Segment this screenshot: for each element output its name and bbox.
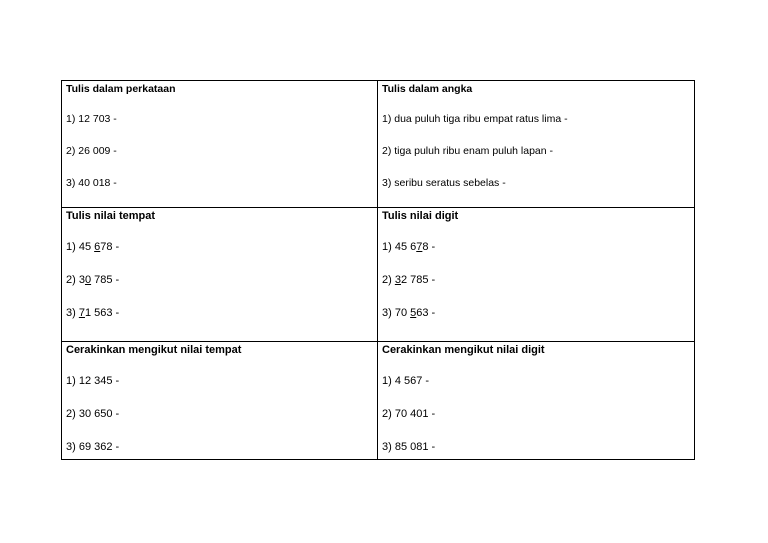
question-item: 3) 69 362 - <box>66 441 120 453</box>
question-item: 1) 45 678 - <box>382 241 436 253</box>
cell-heading: Tulis nilai digit <box>382 210 459 222</box>
question-item: 3) 85 081 - <box>382 441 436 453</box>
cell-place-value <box>62 208 378 342</box>
underlined-digit: 3 <box>394 274 401 286</box>
table-row <box>62 208 695 342</box>
question-item: 3) seribu seratus sebelas - <box>382 177 506 189</box>
underlined-digit: 7 <box>416 241 423 253</box>
cell-digit-value <box>378 208 695 342</box>
question-item: 3) 70 563 - <box>382 307 436 319</box>
question-item: 2) 32 785 - <box>382 274 436 286</box>
question-item: 3) 40 018 - <box>66 177 117 189</box>
cell-write-in-numerals <box>378 81 695 208</box>
underlined-digit: 7 <box>78 307 85 319</box>
question-item: 2) 70 401 - <box>382 408 436 420</box>
worksheet-table <box>61 80 695 460</box>
question-item: 1) 4 567 - <box>382 375 430 387</box>
question-item: 2) 30 650 - <box>66 408 120 420</box>
question-item: 1) dua puluh tiga ribu empat ratus lima - <box>382 113 568 125</box>
question-item: 2) tiga puluh ribu enam puluh lapan - <box>382 145 554 157</box>
underlined-digit: 5 <box>410 307 417 319</box>
question-item: 1) 12 345 - <box>66 375 120 387</box>
question-item: 1) 45 678 - <box>66 241 120 253</box>
table-row <box>62 342 695 460</box>
cell-expand-digit-value <box>378 342 695 460</box>
cell-heading: Tulis nilai tempat <box>66 210 156 222</box>
question-item: 3) 71 563 - <box>66 307 120 319</box>
question-item: 1) 12 703 - <box>66 113 117 125</box>
cell-heading: Cerakinkan mengikut nilai tempat <box>66 344 242 356</box>
question-item: 2) 30 785 - <box>66 274 120 286</box>
cell-heading: Tulis dalam perkataan <box>66 83 176 95</box>
underlined-digit: 6 <box>94 241 101 253</box>
question-item: 2) 26 009 - <box>66 145 117 157</box>
cell-write-in-words <box>62 81 378 208</box>
cell-heading: Cerakinkan mengikut nilai digit <box>382 344 545 356</box>
table-row <box>62 81 695 208</box>
cell-expand-place-value <box>62 342 378 460</box>
cell-heading: Tulis dalam angka <box>382 83 473 95</box>
underlined-digit: 0 <box>84 274 92 286</box>
